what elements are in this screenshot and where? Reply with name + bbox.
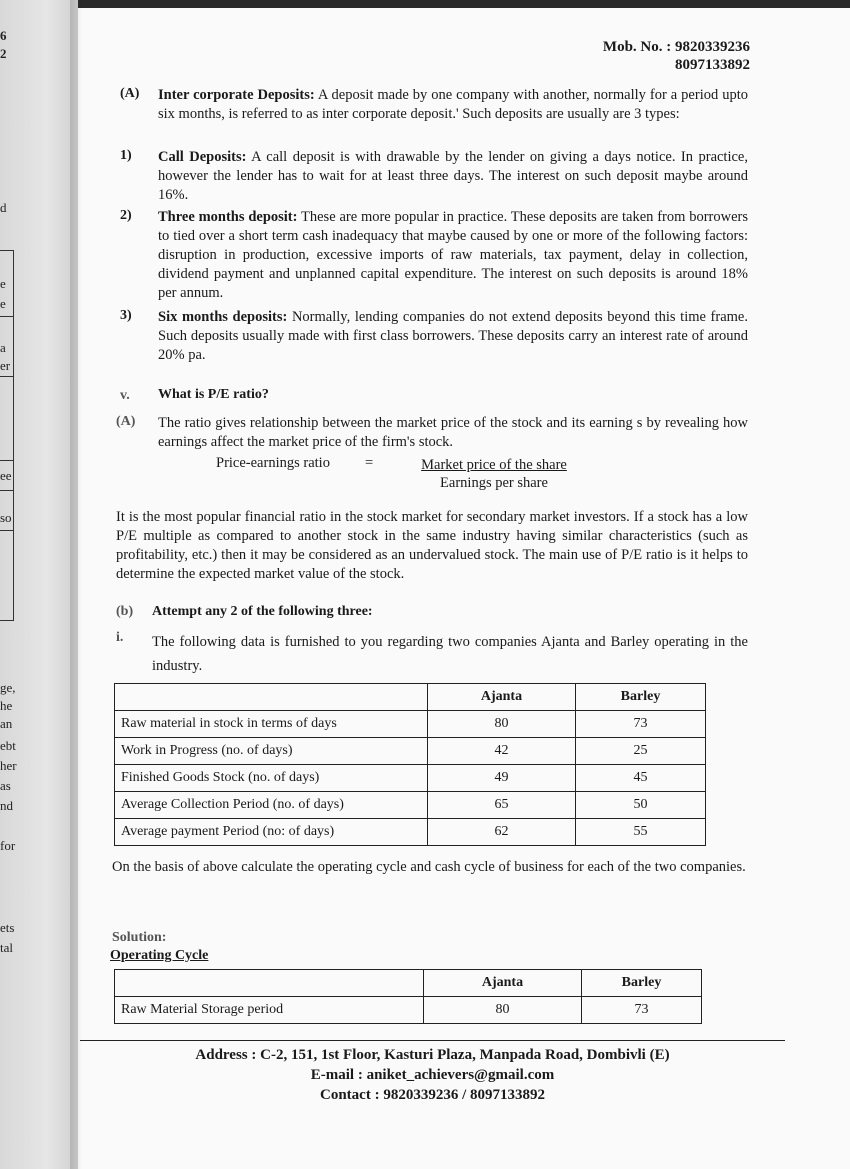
row-label: Raw Material Storage period [115,997,424,1024]
intro-title: Inter corporate Deposits: [158,87,315,103]
pe-numerator: Market price of the share [421,457,567,473]
table-header-cell [115,684,428,711]
pe-formula-fraction [410,456,578,493]
ajanta-value: 42 [428,738,576,765]
type-1-marker: 1) [120,148,132,163]
address-text: C-2, 151, 1st Floor, Kasturi Plaza, Manpada Road, Dombivli (E) [260,1047,670,1063]
table-row [115,765,706,792]
footer-address-line [80,1045,785,1065]
footer-contact-line [80,1085,785,1105]
bleed-text: ee [0,468,12,483]
bleed-text: a [0,340,6,355]
table-row [115,819,706,846]
solution-subtitle: Operating Cycle [110,948,209,963]
table-header-cell: Ajanta [424,970,582,997]
pe-answer-marker: (A) [116,414,136,429]
ajanta-value: 62 [428,819,576,846]
table-header-cell: Ajanta [428,684,576,711]
address-label: Address : [195,1047,257,1063]
type-1-paragraph [158,148,748,205]
table-header-cell [115,970,424,997]
pe-formula-equals: = [365,455,374,471]
row-label: Work in Progress (no. of days) [115,738,428,765]
barley-value: 45 [576,765,706,792]
type-1-title: Call Deposits: [158,149,247,165]
bleed-text: her [0,758,17,773]
bleed-text: for [0,838,16,853]
bleed-text: as [0,778,11,793]
type-3-text: Normally, lending companies do not extend deposits beyond this time frame. Such deposits usually made with first class borrowers. These deposits carry an interest rate of around 20% pa. [158,309,748,363]
bleed-text: an [0,716,13,731]
barley-value: 25 [576,738,706,765]
question-i-text: The following data is furnished to you regarding two companies Ajanta and Barley operating in the industry. [152,634,748,674]
type-3-marker: 3) [120,308,132,323]
ajanta-value: 49 [428,765,576,792]
mobile-numbers [603,38,750,74]
bleed-text: 6 [0,28,7,43]
ajanta-value: 65 [428,792,576,819]
type-3-paragraph [158,308,748,365]
intro-paragraph [158,86,748,124]
type-3-title: Six months deposits: [158,309,288,325]
scan-top-edge [0,0,850,8]
bleed-text: he [0,698,13,713]
pe-question: What is P/E ratio? [158,387,269,402]
table-row [115,711,706,738]
page-footer [80,1040,785,1105]
bleed-text: ge, [0,680,16,695]
barley-value: 73 [582,997,702,1024]
row-label: Average Collection Period (no. of days) [115,792,428,819]
contact-text: 9820339236 / 8097133892 [383,1087,545,1103]
data-table [114,683,706,846]
table-header-row [115,970,702,997]
type-2-paragraph [158,208,748,303]
type-1-text: A call deposit is with drawable by the lender on giving a days notice. In practice, however the lender has to wait for at least three days. The interest on such deposit maybe around 16%. [158,149,748,203]
type-2-marker: 2) [120,208,132,223]
intro-marker: (A) [120,86,140,101]
pe-denominator: Earnings per share [440,475,548,491]
question-i-marker: i. [116,630,124,645]
facing-page-bleed [0,0,78,1169]
pe-question-marker: v. [120,388,130,403]
table-header-row [115,684,706,711]
instruction-text: On the basis of above calculate the operating cycle and cash cycle of business for each of the two companies. [112,859,746,875]
bleed-text: so [0,510,12,525]
bleed-text: ets [0,920,15,935]
table-row [115,997,702,1024]
intro-text: A deposit made by one company with another, normally for a period upto six months, is referred to as inter corporate deposit.' Such deposits are usually are 3 types: [158,87,748,122]
bleed-text: e [0,296,6,311]
mob-number-2: 8097133892 [675,57,750,73]
mob-label: Mob. No. : [602,39,672,55]
solution-label: Solution: [112,930,167,945]
ajanta-value: 80 [424,997,582,1024]
pe-answer: The ratio gives relationship between the market price of the stock and its earning s by revealing how earnings affect the market price of the firm's stock. [158,415,748,450]
section-b-marker: (b) [116,604,134,619]
barley-value: 73 [576,711,706,738]
table-header-cell: Barley [576,684,706,711]
contact-label: Contact : [320,1087,380,1103]
row-label: Average payment Period (no: of days) [115,819,428,846]
pe-paragraph-2: It is the most popular financial ratio in the stock market for secondary market investors. If a stock has a low P/E multiple as compared to another stock in the same industry having similar characteristics (such as profitability, etc.) then it may be considered as an undervalued stock. The main use of P/E ratio is it helps to determine the expected market value of the stock. [116,509,748,582]
email-label: E-mail : [310,1067,363,1083]
bleed-text: nd [0,798,13,813]
mob-number-1: 9820339236 [675,39,750,55]
row-label: Raw material in stock in terms of days [115,711,428,738]
row-label: Finished Goods Stock (no. of days) [115,765,428,792]
ajanta-value: 80 [428,711,576,738]
bleed-text: 2 [0,46,7,61]
bleed-text: er [0,358,11,373]
type-2-text: These are more popular in practice. These deposits are taken from borrowers to tied over a short term cash inadequacy that maybe caused by one or more of the following factors: disruption in production, excessive imports of raw materials, tax payment, delay in collection, dividend payment and unplanned capital expenditure. The interest on such deposits is around 18% per annum. [158,209,748,301]
pe-formula-label: Price-earnings ratio [216,455,330,471]
bleed-text: e [0,276,6,291]
footer-email-line [80,1065,785,1085]
table-header-cell: Barley [582,970,702,997]
barley-value: 55 [576,819,706,846]
type-2-title: Three months deposit: [158,209,298,225]
table-row [115,792,706,819]
bleed-text: tal [0,940,13,955]
section-b-title: Attempt any 2 of the following three: [152,604,373,619]
bleed-text: ebt [0,738,16,753]
barley-value: 50 [576,792,706,819]
table-row [115,738,706,765]
bleed-text: d [0,200,7,215]
email-text: aniket_achievers@gmail.com [366,1067,555,1083]
operating-cycle-table [114,969,702,1024]
